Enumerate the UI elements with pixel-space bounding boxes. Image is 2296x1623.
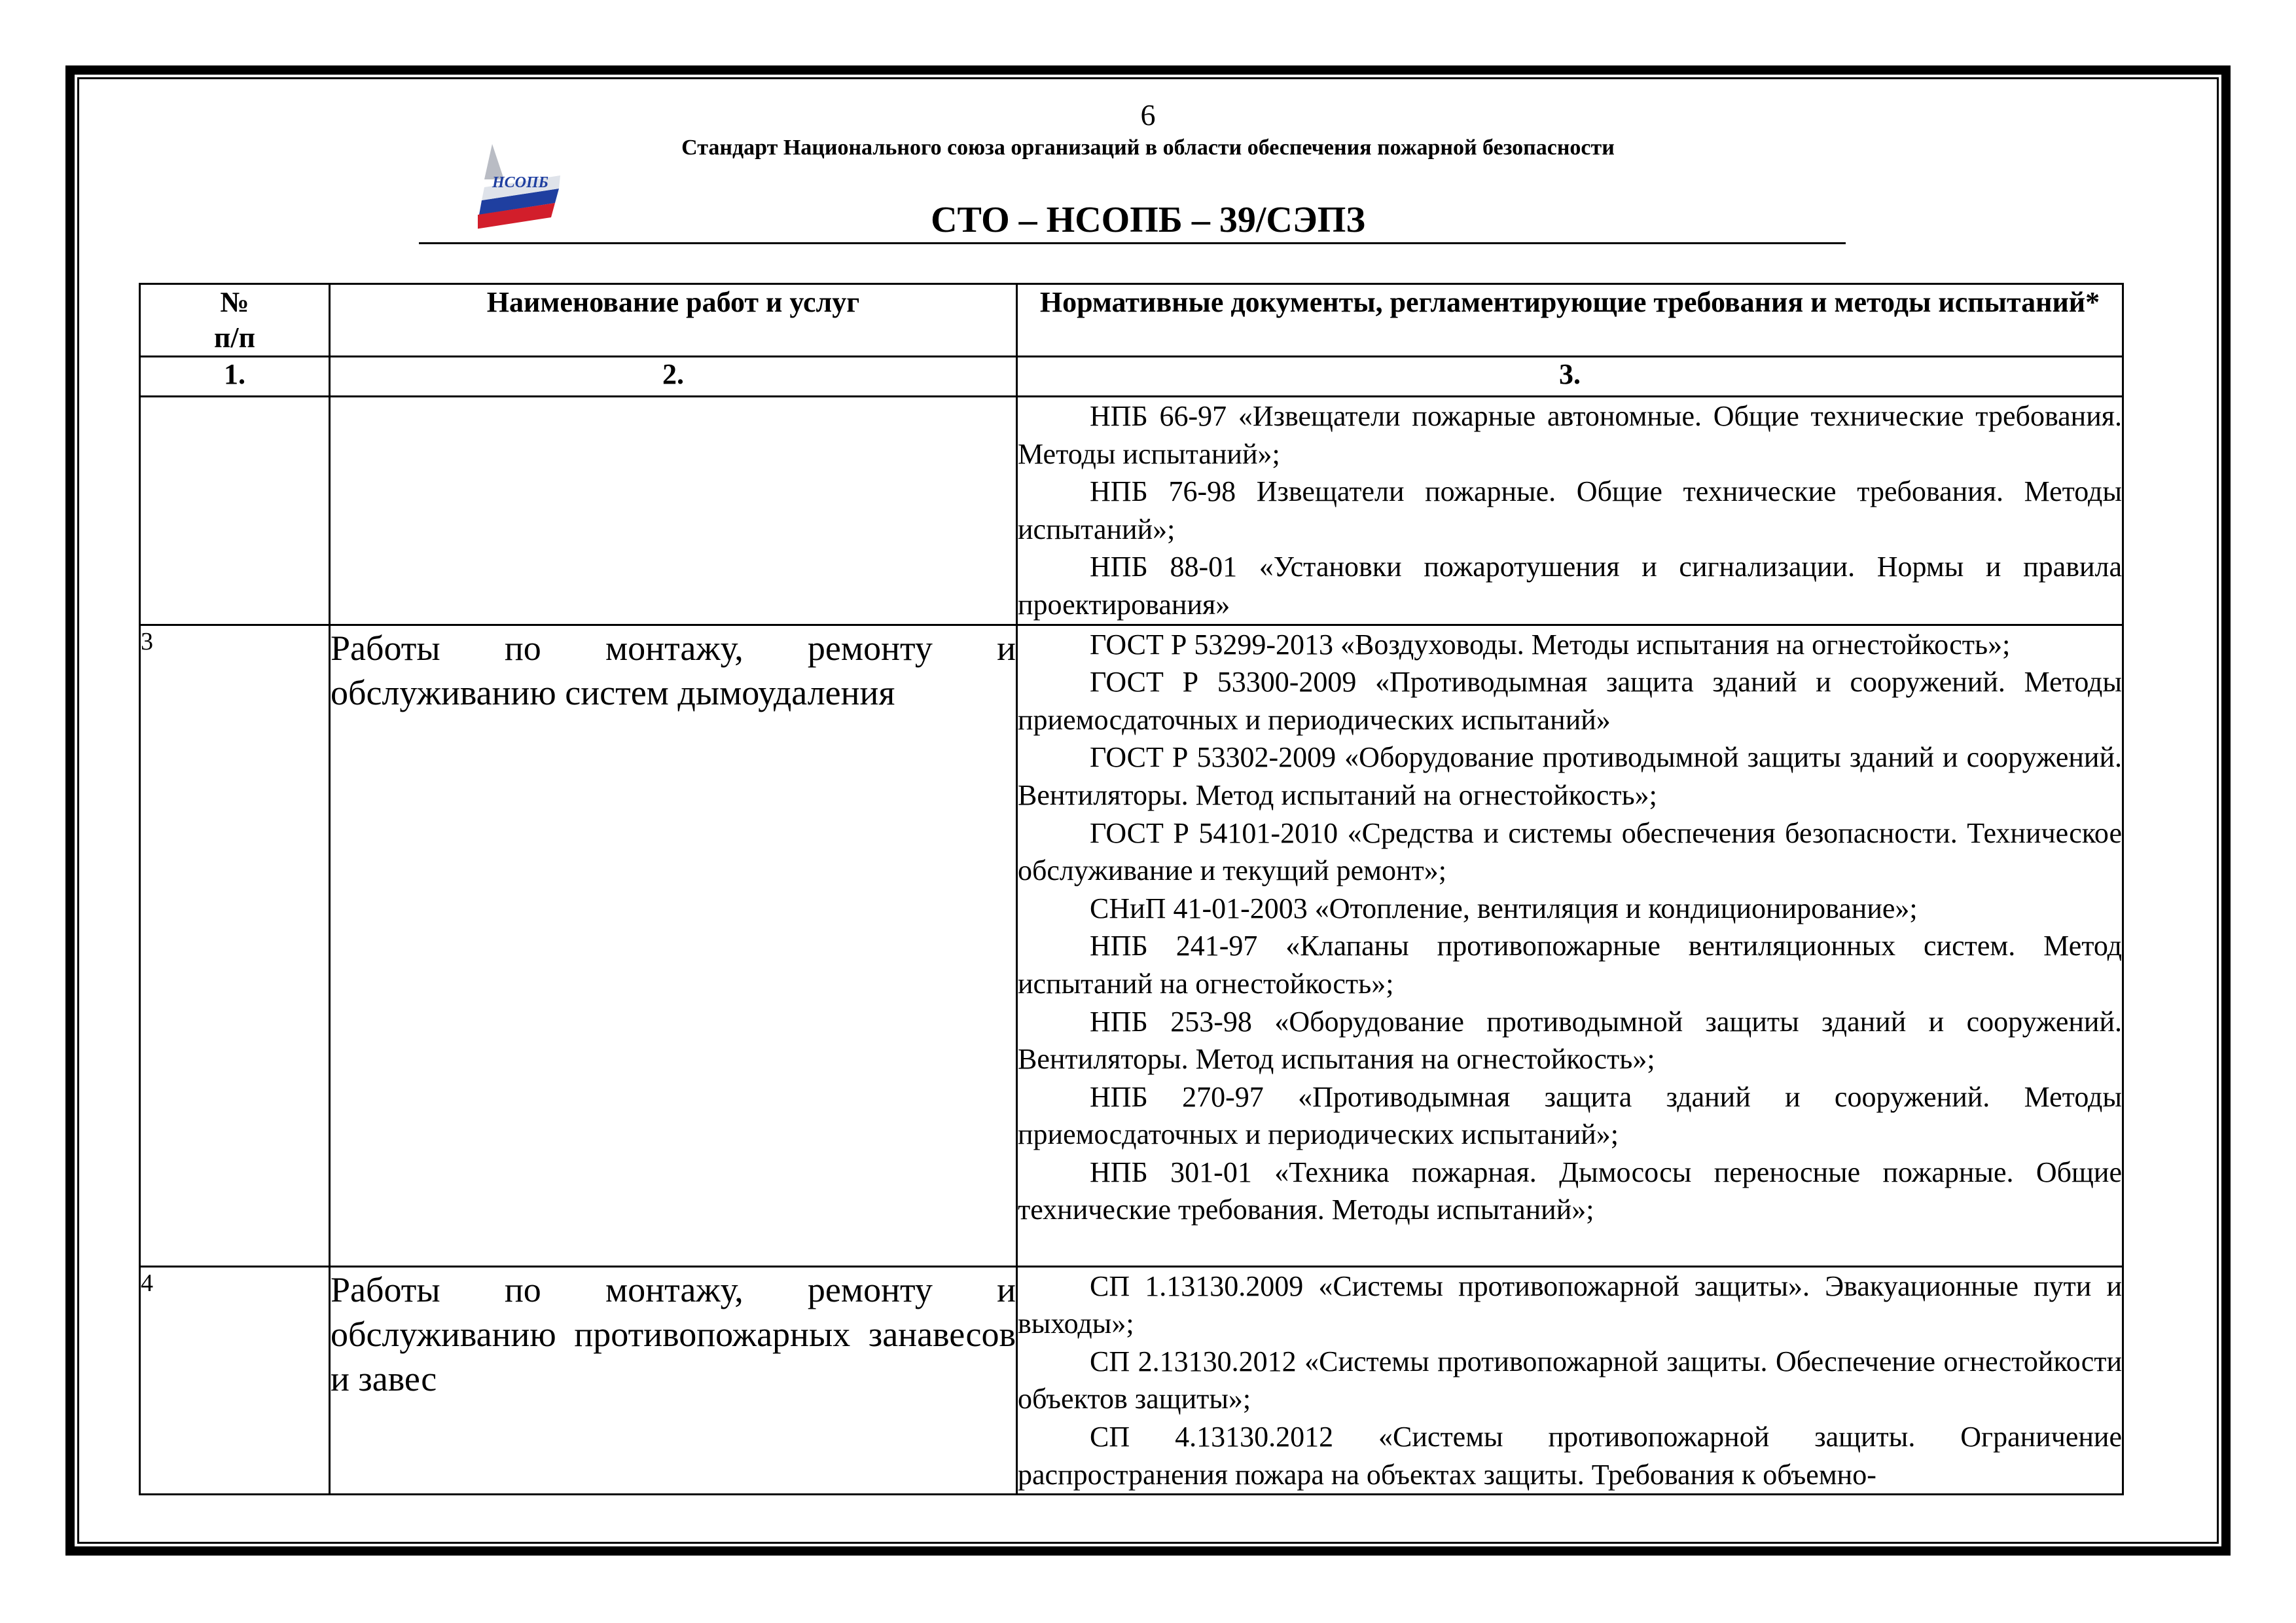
row-work-name: Работы по монтажу, ремонту и обслуживанию систем дымоудаления [330, 625, 1017, 1266]
row-number: 3 [140, 625, 330, 1266]
document-entry: НПБ 76-98 Извещатели пожарные. Общие технические требования. Методы испытаний»; [1018, 475, 2122, 545]
document-entry: ГОСТ Р 53300-2009 «Противодымная защита зданий и сооружений. Методы приемосдаточных и периодических испытаний» [1018, 666, 2122, 736]
column-number-1: 1. [140, 357, 330, 397]
page-number: 6 [1140, 98, 1156, 132]
document-entry: ГОСТ Р 54101-2010 «Средства и системы обеспечения безопасности. Техническое обслуживание и текущий ремонт»; [1018, 816, 2122, 887]
row-documents [1017, 1266, 2123, 1495]
header-number [140, 284, 330, 357]
column-number-3: 3. [1017, 357, 2123, 397]
header-name: Наименование работ и услуг [330, 284, 1017, 357]
organization-header: Стандарт Национального союза организаций в области обеспечения пожарной безопасности [681, 136, 1615, 160]
document-entry: СП 4.13130.2012 «Системы противопожарной защиты. Ограничение распространения пожара на объектах защиты. Требования к объемно- [1018, 1420, 2122, 1491]
document-entry: НПБ 253-98 «Оборудование противодымной защиты зданий и сооружений. Вентиляторы. Метод испытания на огнестойкость»; [1018, 1005, 2122, 1076]
table-row [140, 1266, 2123, 1495]
row-documents [1017, 625, 2123, 1266]
row-work-name [330, 397, 1017, 625]
column-number-row [140, 357, 2123, 397]
standards-table [139, 283, 2124, 1495]
document-entry: НПБ 88-01 «Установки пожаротушения и сигнализации. Нормы и правила проектирования» [1018, 551, 2122, 621]
row-number: 4 [140, 1266, 330, 1495]
document-entry: СП 2.13130.2012 «Системы противопожарной защиты. Обеспечение огнестойкости объектов защиты»; [1018, 1345, 2122, 1415]
document-entry: ГОСТ Р 53302-2009 «Оборудование противодымной защиты зданий и сооружений. Вентиляторы. Метод испытаний на огнестойкость»; [1018, 741, 2122, 811]
header-number-text: № п/п [214, 286, 255, 354]
header-docs: Нормативные документы, регламентирующие требования и методы испытаний* [1017, 284, 2123, 357]
document-entry: НПБ 270-97 «Противодымная защита зданий и сооружений. Методы приемосдаточных и периодических испытаний»; [1018, 1080, 2122, 1151]
row-number [140, 397, 330, 625]
document-code: СТО – НСОПБ – 39/СЭПЗ [931, 200, 1365, 240]
header-rule [419, 242, 1846, 244]
table-row [140, 397, 2123, 625]
document-entry: НПБ 66-97 «Извещатели пожарные автономные. Общие технические требования. Методы испытаний»; [1018, 400, 2122, 470]
document-entry: СП 1.13130.2009 «Системы противопожарной защиты». Эвакуационные пути и выходы»; [1018, 1269, 2122, 1340]
logo-text: НСОПБ [492, 174, 548, 191]
document-entry: НПБ 301-01 «Техника пожарная. Дымососы переносные пожарные. Общие технические требования. Методы испытаний»; [1018, 1156, 2122, 1226]
document-entry: НПБ 241-97 «Клапаны противопожарные вентиляционных систем. Метод испытаний на огнестойкость»; [1018, 930, 2122, 1000]
document-entry: СНиП 41-01-2003 «Отопление, вентиляция и кондиционирование»; [1090, 892, 1918, 924]
document-entry: ГОСТ Р 53299-2013 «Воздуховоды. Методы испытания на огнестойкость»; [1090, 628, 2011, 661]
row-documents [1017, 397, 2123, 625]
row-work-name: Работы по монтажу, ремонту и обслуживанию противопожарных занавесов и завес [330, 1266, 1017, 1495]
table-row [140, 625, 2123, 1266]
column-number-2: 2. [330, 357, 1017, 397]
table-header-row [140, 284, 2123, 357]
